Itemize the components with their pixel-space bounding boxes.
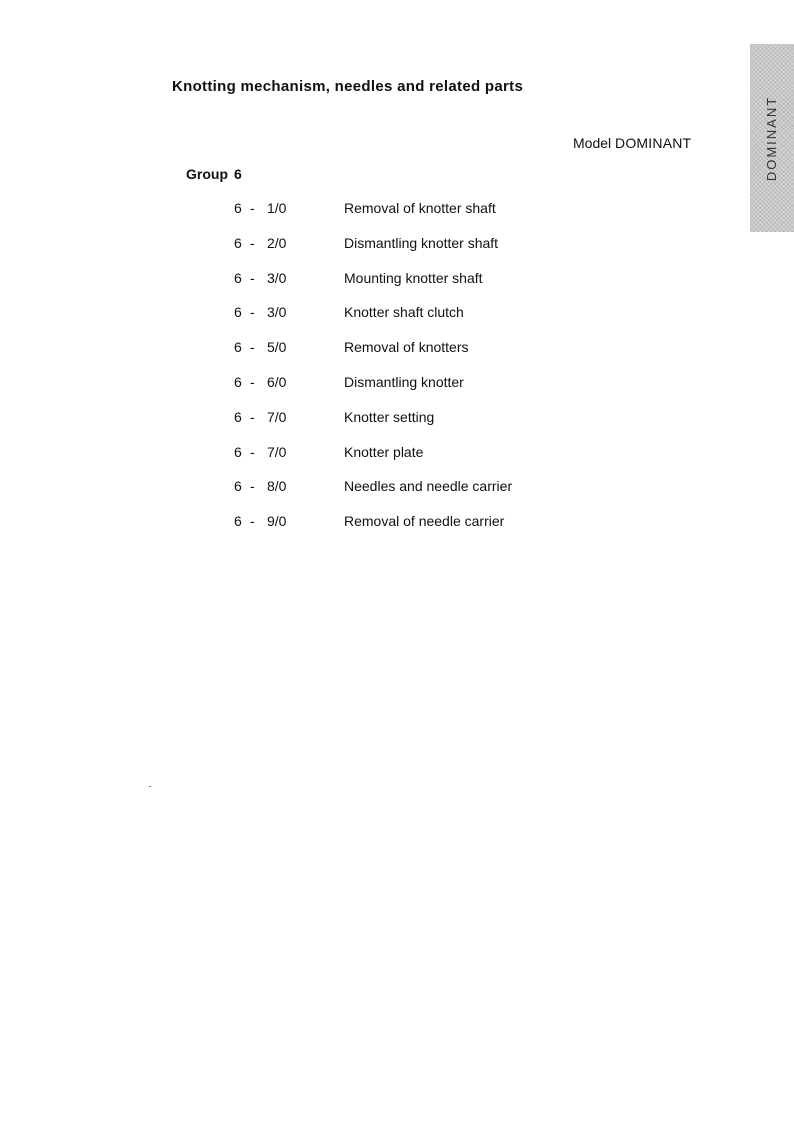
contents-row	[0, 200, 794, 235]
entry-section-number: 7/0	[267, 408, 287, 425]
entry-title: Knotter setting	[344, 408, 435, 425]
entry-section-number: 2/0	[267, 234, 287, 251]
entry-group-number: 6	[234, 269, 242, 286]
contents-row	[0, 374, 794, 409]
entry-group-number: 6	[234, 478, 242, 495]
contents-row	[0, 270, 794, 305]
entry-separator: -	[250, 304, 255, 321]
entry-section-number: 7/0	[267, 443, 287, 460]
contents-row	[0, 235, 794, 270]
entry-separator: -	[250, 234, 255, 251]
entry-separator: -	[250, 339, 255, 356]
entry-title: Dismantling knotter	[344, 373, 464, 390]
group-heading	[186, 166, 242, 182]
entry-separator: -	[250, 513, 255, 530]
entry-section-number: 5/0	[267, 339, 287, 356]
entry-group-number: 6	[234, 200, 242, 216]
entry-section-number: 3/0	[267, 269, 287, 286]
group-label: Group	[186, 166, 228, 182]
entry-section-number: 6/0	[267, 373, 287, 390]
contents-row	[0, 409, 794, 444]
entry-group-number: 6	[234, 443, 242, 460]
scan-speck	[149, 786, 151, 787]
entry-title: Removal of needle carrier	[344, 513, 505, 530]
entry-separator: -	[250, 269, 255, 286]
entry-title: Removal of knotter shaft	[344, 200, 496, 216]
entry-group-number: 6	[234, 304, 242, 321]
entry-title: Needles and needle carrier	[344, 478, 513, 495]
entry-separator: -	[250, 443, 255, 460]
contents-row	[0, 513, 794, 548]
side-tab-label: DOMINANT	[764, 95, 780, 181]
contents-row	[0, 478, 794, 513]
entry-section-number: 8/0	[267, 478, 287, 495]
entry-title: Mounting knotter shaft	[344, 269, 483, 286]
model-prefix: Model	[573, 135, 612, 151]
contents-row	[0, 339, 794, 374]
page-title: Knotting mechanism, needles and related parts	[172, 78, 524, 95]
entry-title: Knotter shaft clutch	[344, 304, 464, 321]
entry-group-number: 6	[234, 234, 242, 251]
entry-group-number: 6	[234, 373, 242, 390]
entry-title: Removal of knotters	[344, 339, 469, 356]
entry-section-number: 3/0	[267, 304, 287, 321]
contents-row	[0, 304, 794, 339]
entry-separator: -	[250, 373, 255, 390]
entry-separator: -	[250, 200, 255, 216]
contents-list	[0, 200, 794, 548]
entry-group-number: 6	[234, 339, 242, 356]
contents-row	[0, 444, 794, 479]
entry-section-number: 9/0	[267, 513, 287, 530]
entry-section-number: 1/0	[267, 200, 287, 216]
entry-group-number: 6	[234, 513, 242, 530]
entry-group-number: 6	[234, 408, 242, 425]
entry-title: Dismantling knotter shaft	[344, 234, 499, 251]
model-name: DOMINANT	[615, 135, 692, 151]
entry-separator: -	[250, 478, 255, 495]
entry-separator: -	[250, 408, 255, 425]
model-label	[573, 135, 691, 151]
entry-title: Knotter plate	[344, 443, 424, 460]
group-number: 6	[234, 166, 242, 182]
